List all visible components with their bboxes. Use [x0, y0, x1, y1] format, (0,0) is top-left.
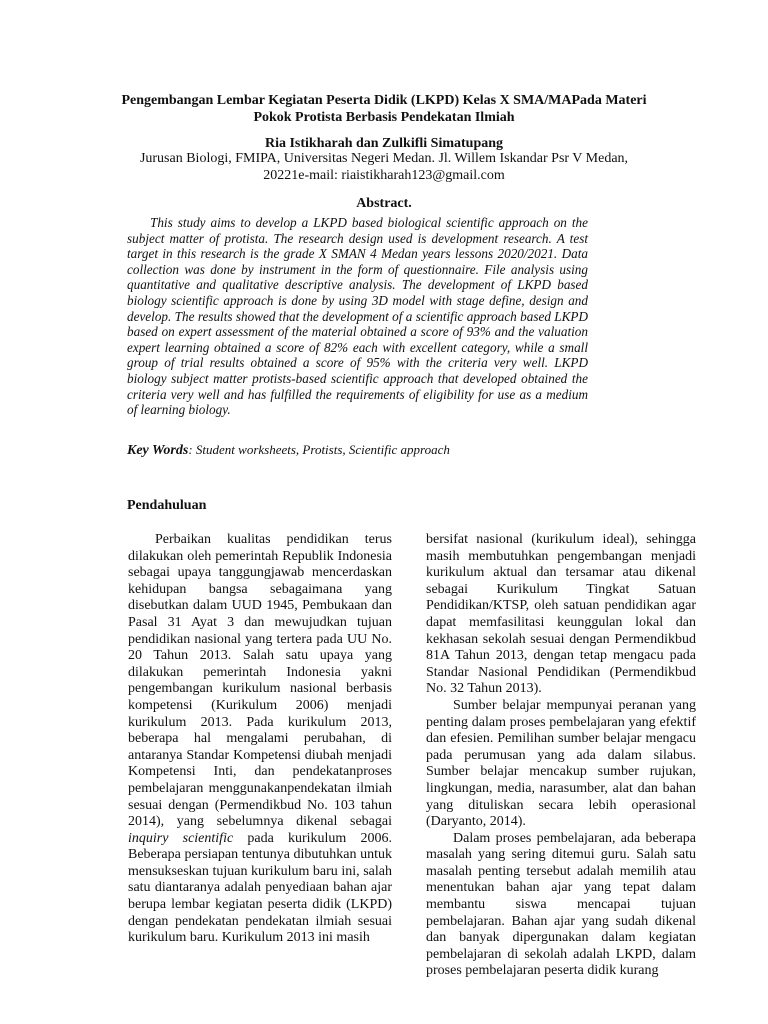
emphasis-text: inquiry scientific — [128, 830, 234, 846]
abstract-heading: Abstract. — [356, 196, 412, 211]
left-column — [128, 532, 392, 947]
keywords-text: : Student worksheets, Protists, Scientific approach — [188, 442, 450, 457]
paragraph: bersifat nasional (kurikulum ideal), sehingga masih membutuhkan pengembangan menjadi kurikulum aktual dan tersamar atau dikenal sebagai Kurikulum Tingkat Satuan Pendidikan/KTSP, oleh satuan pendidikan agar dapat memfasilitasi keunggulan lokal dan kekhasan sekolah sesuai dengan Permendikbud 81A Tahun 2013, dengan tetap mengacu pada Standar Nasional Pendidikan (Permendikbud No. 32 Tahun 2013). — [426, 532, 696, 697]
keywords-line — [127, 442, 647, 459]
paper-affiliation: Jurusan Biologi, FMIPA, Universitas Negeri Medan. Jl. Willem Iskandar Psr V Medan, 20221e-mail: riaistikharah123@gmail.com — [139, 151, 629, 183]
paper-authors: Ria Istikharah dan Zulkifli Simatupang — [264, 136, 504, 151]
paragraph-text: pada kurikulum 2006. Beberapa persiapan tentunya dibutuhkan untuk mensukseskan tujuan kurikulum baru ini, salah satu diantaranya adalah penyediaan bahan ajar berupa lembar kegiatan peserta didik (LKPD) dengan pendekatan pendekatan ilmiah sesuai kurikulum baru. Kurikulum 2013 ini masih — [128, 830, 392, 946]
paragraph — [128, 532, 392, 947]
keywords-label: Key Words — [127, 443, 189, 458]
paper-title: Pengembangan Lembar Kegiatan Peserta Didik (LKPD) Kelas X SMA/MAPada Materi Pokok Protista Berbasis Pendekatan Ilmiah — [121, 93, 647, 125]
paragraph-text: Perbaikan kualitas pendidikan terus dilakukan oleh pemerintah Republik Indonesia sebagai upaya tanggungjawab mencerdaskan kehidupan bangsa sebagaimana yang disebutkan dalam UUD 1945, Pembukaan dan Pasal 31 Ayat 3 dan mewujudkan tujuan pendidikan nasional yang tertera pada UU No. 20 Tahun 2013. Salah satu upaya yang dilakukan pemerintah Indonesia yakni pengembangan kurikulum nasional berbasis kompetensi (Kurikulum 2006) menjadi kurikulum 2013. Pada kurikulum 2013, beberapa hal mengalami perubahan, di antaranya Standar Kompetensi diubah menjadi Kompetensi Inti, dan pendekatanproses pembelajaran menggunakanpendekatan ilmiah sesuai dengan (Permendikbud No. 103 tahun 2014), yang sebelumnya dikenal sebagai — [128, 532, 392, 830]
abstract-body: This study aims to develop a LKPD based biological scientific approach on the subject matter of protista. The research design used is development research. A test target in this research is the grade X SMAN 4 Medan years lessons 2020/2021. Data collection was done by instrument in the form of questionnaire. File analysis using quantitative and qualitative descriptive analysis. The development of LKPD based biology scientific approach is done by using 3D model with stage define, design and develop. The results showed that the development of a scientific approach based LKPD based on expert assessment of the material obtained a score of 93% and the valuation expert learning obtained a score of 82% each with excellent category, while a small group of trial results obtained a score of 95% with the criteria very well. LKPD biology subject matter protists-based scientific approach that developed obtained the criteria very well and has fulfilled the requirements of eligibility for use as a medium of learning biology. — [127, 215, 588, 418]
paragraph: Dalam proses pembelajaran, ada beberapa masalah yang sering ditemui guru. Salah satu masalah penting tersebut adalah memilih atau menentukan bahan ajar yang tepat dalam membantu siswa mencapai tujuan pembelajaran. Bahan ajar yang sudah dikenal dan banyak dipergunakan dalam kegiatan pembelajaran di sekolah adalah LKPD, dalam proses pembelajaran peserta didik kurang — [426, 830, 696, 979]
right-column — [426, 532, 696, 980]
section-heading: Pendahuluan — [127, 498, 207, 513]
paragraph: Sumber belajar mempunyai peranan yang penting dalam proses pembelajaran yang efektif dan efesien. Pemilihan sumber belajar mengacu pada perumusan yang ada dalam silabus. Sumber belajar mencakup sumber rujukan, lingkungan, media, narasumber, alat dan bahan yang dituliskan secara lebih operasional (Daryanto, 2014). — [426, 697, 696, 830]
